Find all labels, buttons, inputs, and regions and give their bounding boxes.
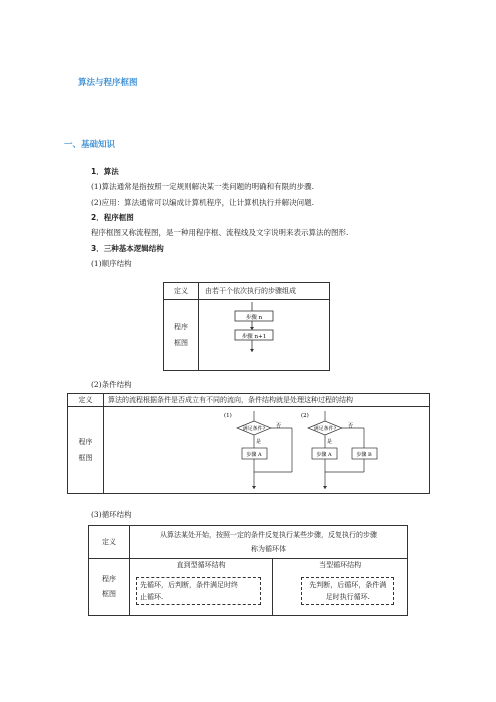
subheading-conditional: (2)条件结构 [91,380,132,389]
loop-structure-table [88,525,408,616]
while-loop-cell [273,570,408,616]
fig2-step-a-label: 步骤 A [316,452,332,458]
sequence-def-label: 定义 [164,283,199,300]
heading-algorithm: 1．算法 [91,167,119,176]
heading-flowchart: 2．程序框图 [91,213,134,222]
page-title: 算法与程序框图 [78,78,138,88]
fig2-yes-label: 是 [327,439,333,445]
loop-def-label: 定义 [89,526,130,559]
conditional-chart-label-line1: 程序 [78,438,93,446]
while-loop-text-line1: 先判断，后循环，条件满 [309,581,387,589]
sequence-def-text: 由若干个依次执行的步骤组成 [199,283,330,300]
until-loop-text-line1: 先循环，后判断，条件满足时终 [140,581,238,589]
until-loop-text-line2: 止循环. [140,593,164,601]
sequence-structure-table [163,282,330,371]
paragraph-algorithm-definition: (1)算法通常是指按照一定规则解决某一类问题的明确和有限的步骤. [91,182,315,191]
subheading-sequence: (1)顺序结构 [91,259,132,268]
fig1-step-a-label: 步骤 A [246,452,262,458]
conditional-flowcharts [104,407,429,493]
loop-chart-label-line1: 程序 [102,575,116,583]
step-n1-label: 步骤 n+1 [241,334,267,340]
fig2-step-b-label: 步骤 B [356,452,372,458]
fig2-no-label: 否 [348,423,354,429]
loop-def-text-line1: 从算法某处开始，按照一定的条件反复执行某些步骤，反复执行的步骤 [160,531,377,539]
sequence-flowchart-cell [199,300,330,371]
until-loop-description [136,577,261,605]
paragraph-flowchart-definition: 程序框图又称流程图，是一种用程序框、流程线及文字说明来表示算法的图形. [91,228,349,237]
sequence-flowchart [199,300,329,370]
sequence-chart-label [164,300,199,371]
conditional-structure-table [67,393,430,494]
fig2-tag: (2) [301,413,309,419]
loop-chart-label [89,559,130,616]
fig2-condition-text: 满足条件? [313,426,337,432]
fig1-no-label: 否 [276,423,282,429]
conditional-chart-label [68,407,104,494]
loop-chart-label-line2: 框图 [102,590,116,598]
fig1-tag: (1) [224,413,232,419]
while-loop-description [301,577,394,605]
conditional-chart-label-line2: 框图 [78,454,93,462]
until-loop-cell [130,570,273,616]
conditional-def-label: 定义 [68,394,104,407]
paragraph-algorithm-application: (2)应用：算法通常可以编成计算机程序，让计算机执行并解决问题. [91,198,315,207]
while-loop-header: 当型循环结构 [273,559,408,571]
heading-basic-structures: 3．三种基本逻辑结构 [91,244,164,253]
while-loop-text-line2: 足时执行循环. [325,593,370,601]
sequence-chart-label-line1: 程序 [174,323,188,331]
subheading-loop: (3)循环结构 [91,510,132,519]
conditional-def-text: 算法的流程根据条件是否成立有不同的流向，条件结构就是处理这种过程的结构 [104,394,430,407]
loop-def-text-line2: 称为循环体 [251,545,286,553]
step-n-label: 步骤 n [245,315,263,321]
fig1-yes-label: 是 [256,439,262,445]
fig1-condition-text: 满足条件? [242,426,266,432]
conditional-flowchart-cell [104,407,430,494]
until-loop-header: 直到型循环结构 [130,559,273,571]
sequence-chart-label-line2: 框图 [174,339,188,347]
section-heading: 一、基础知识 [64,140,116,150]
loop-def-text [130,526,408,559]
